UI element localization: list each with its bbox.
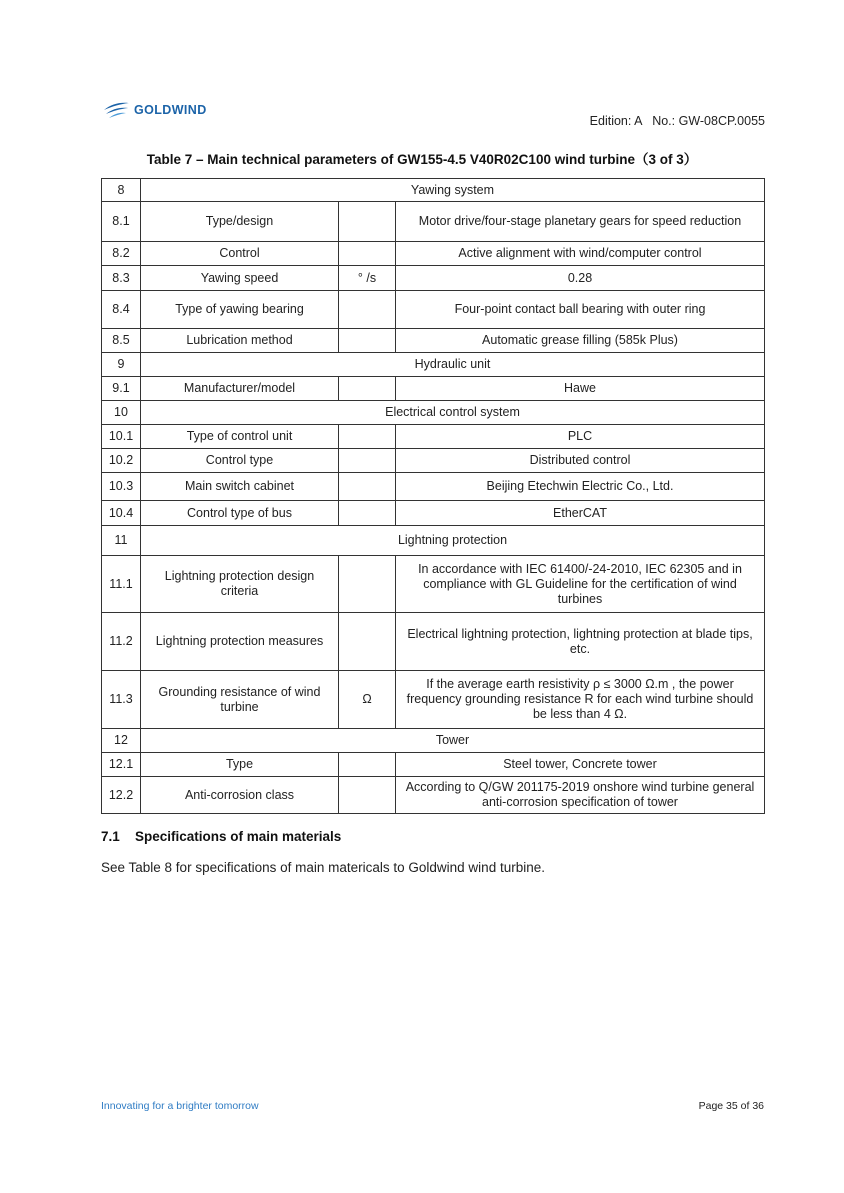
parameter-value: Hawe [396,377,765,401]
parameter-name: Grounding resistance of wind turbine [141,671,339,729]
parameter-name: Type/design [141,202,339,242]
parameter-unit [339,556,396,613]
parameter-unit [339,613,396,671]
table-row [102,556,765,613]
row-number: 8 [102,179,141,202]
parameter-unit [339,777,396,814]
row-number: 12.2 [102,777,141,814]
table-row [102,329,765,353]
parameter-unit [339,329,396,353]
parameter-unit [339,291,396,329]
parameter-unit: Ω [339,671,396,729]
parameter-value: 0.28 [396,266,765,291]
parameter-name: Type of control unit [141,425,339,449]
table-title: Table 7 – Main technical parameters of GW155-4.5 V40R02C100 wind turbine（3 of 3） [146,152,698,167]
parameter-name: Manufacturer/model [141,377,339,401]
parameter-value: In accordance with IEC 61400/-24-2010, IEC 62305 and in compliance with GL Guideline for the certification of wind turbines [396,556,765,613]
parameter-unit [339,753,396,777]
row-number: 8.1 [102,202,141,242]
parameter-value: Distributed control [396,449,765,473]
row-number: 11.1 [102,556,141,613]
table-section-row [102,179,765,202]
row-number: 10 [102,401,141,425]
table-section-row [102,526,765,556]
table-row [102,671,765,729]
parameter-name: Control type of bus [141,501,339,526]
table-row [102,242,765,266]
edition-number: Edition: A No.: GW-08CP.0055 [589,114,765,128]
parameter-value: According to Q/GW 201175-2019 onshore wind turbine general anti-corrosion specification of tower [396,777,765,814]
row-number: 9 [102,353,141,377]
parameter-value: Active alignment with wind/computer control [396,242,765,266]
row-number: 12 [102,729,141,753]
parameter-unit: ° /s [339,266,396,291]
section-title-cell: Electrical control system [141,401,765,425]
parameter-value: If the average earth resistivity ρ ≤ 3000 Ω.m , the power frequency grounding resistance R for each wind turbine should be less than 4 Ω. [396,671,765,729]
logo-text: GOLDWIND [134,103,207,117]
parameter-unit [339,501,396,526]
section-heading [101,829,341,844]
table-section-row [102,353,765,377]
parameter-value: Automatic grease filling (585k Plus) [396,329,765,353]
parameter-unit [339,202,396,242]
table-section-row [102,401,765,425]
parameter-name: Type of yawing bearing [141,291,339,329]
row-number: 8.5 [102,329,141,353]
parameter-name: Control type [141,449,339,473]
table-row [102,473,765,501]
parameter-name: Anti-corrosion class [141,777,339,814]
parameter-name: Lightning protection measures [141,613,339,671]
parameter-value: Motor drive/four-stage planetary gears for speed reduction [396,202,765,242]
section-title-cell: Lightning protection [141,526,765,556]
row-number: 10.2 [102,449,141,473]
row-number: 8.4 [102,291,141,329]
row-number: 10.1 [102,425,141,449]
goldwind-logo [102,101,207,119]
parameter-name: Type [141,753,339,777]
table-row [102,501,765,526]
table-row [102,291,765,329]
body-paragraph: See Table 8 for specifications of main matericals to Goldwind wind turbine. [101,860,545,875]
parameters-table [101,178,765,814]
section-number: 7.1 [101,829,120,844]
table-row [102,266,765,291]
table-row [102,377,765,401]
table-row [102,777,765,814]
parameter-name: Yawing speed [141,266,339,291]
row-number: 11.3 [102,671,141,729]
parameter-value: Electrical lightning protection, lightning protection at blade tips, etc. [396,613,765,671]
parameter-value: Steel tower, Concrete tower [396,753,765,777]
table-row [102,613,765,671]
parameter-unit [339,242,396,266]
parameter-name: Main switch cabinet [141,473,339,501]
table-row [102,425,765,449]
parameter-unit [339,425,396,449]
parameter-name: Lightning protection design criteria [141,556,339,613]
row-number: 8.3 [102,266,141,291]
section-title: Specifications of main materials [135,829,342,844]
parameter-unit [339,377,396,401]
parameter-value: EtherCAT [396,501,765,526]
parameter-name: Lubrication method [141,329,339,353]
table-row [102,753,765,777]
goldwind-wind-icon [102,101,130,119]
parameter-name: Control [141,242,339,266]
table-section-row [102,729,765,753]
row-number: 11 [102,526,141,556]
table-row [102,202,765,242]
parameters-table-body [102,179,765,814]
row-number: 12.1 [102,753,141,777]
section-title-cell: Yawing system [141,179,765,202]
parameter-unit [339,473,396,501]
footer-slogan: Innovating for a brighter tomorrow [101,1100,259,1112]
parameter-value: PLC [396,425,765,449]
table-row [102,449,765,473]
section-title-cell: Tower [141,729,765,753]
row-number: 11.2 [102,613,141,671]
row-number: 10.4 [102,501,141,526]
row-number: 9.1 [102,377,141,401]
parameter-value: Four-point contact ball bearing with outer ring [396,291,765,329]
row-number: 10.3 [102,473,141,501]
section-title-cell: Hydraulic unit [141,353,765,377]
parameter-value: Beijing Etechwin Electric Co., Ltd. [396,473,765,501]
parameter-unit [339,449,396,473]
page-number: Page 35 of 36 [698,1100,764,1112]
row-number: 8.2 [102,242,141,266]
